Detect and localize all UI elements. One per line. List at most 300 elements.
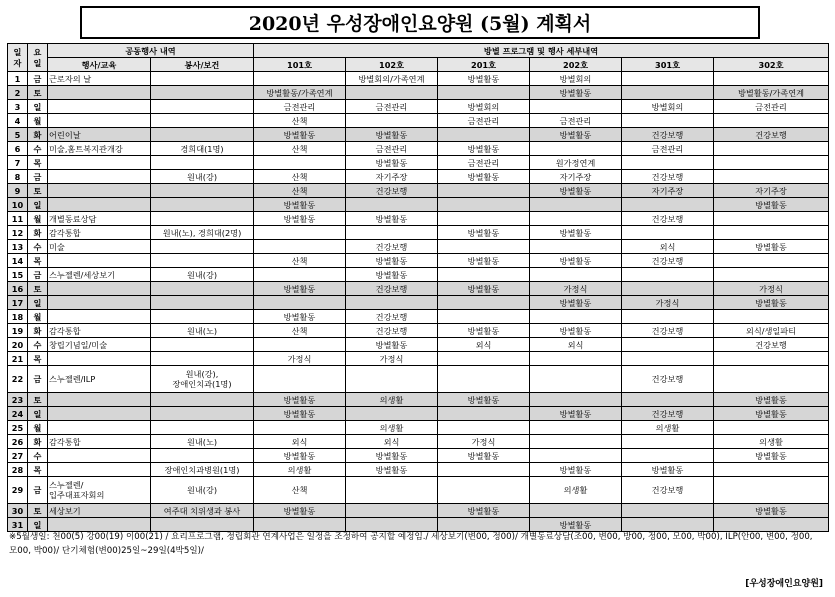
cell-room-202 (530, 198, 622, 212)
cell-room-101 (254, 338, 346, 352)
cell-room-101 (254, 296, 346, 310)
cell-date: 3 (8, 100, 28, 114)
table-row (8, 393, 829, 407)
cell-room-301: 건강보행 (622, 407, 714, 421)
header-day: 요일 (28, 44, 48, 72)
cell-room-301: 건강보행 (622, 254, 714, 268)
cell-room-301: 가정식 (622, 296, 714, 310)
cell-room-201 (438, 86, 530, 100)
cell-room-101: 금전관리 (254, 100, 346, 114)
cell-event (48, 407, 151, 421)
cell-date: 17 (8, 296, 28, 310)
cell-event: 감각통합 (48, 226, 151, 240)
cell-date: 10 (8, 198, 28, 212)
cell-room-101: 산책 (254, 114, 346, 128)
cell-service: 원내(노) (151, 324, 254, 338)
cell-day: 토 (28, 184, 48, 198)
cell-room-302: 방별활동 (714, 407, 829, 421)
cell-room-302: 금전관리 (714, 100, 829, 114)
cell-room-101 (254, 366, 346, 393)
cell-day: 화 (28, 324, 48, 338)
cell-room-302 (714, 421, 829, 435)
cell-room-101: 방별활동 (254, 198, 346, 212)
cell-room-302 (714, 254, 829, 268)
header-room-302: 302호 (714, 58, 829, 72)
cell-event (48, 296, 151, 310)
cell-room-102: 방별회의/가족연계 (346, 72, 438, 86)
cell-room-202: 원가정연계 (530, 156, 622, 170)
cell-room-101 (254, 156, 346, 170)
cell-service (151, 407, 254, 421)
cell-room-302: 가정식 (714, 282, 829, 296)
cell-room-202: 방별활동 (530, 184, 622, 198)
cell-room-302 (714, 268, 829, 282)
cell-date: 1 (8, 72, 28, 86)
cell-day: 일 (28, 296, 48, 310)
cell-day: 목 (28, 352, 48, 366)
cell-day: 일 (28, 518, 48, 532)
cell-date: 26 (8, 435, 28, 449)
cell-room-302: 방별활동 (714, 240, 829, 254)
table-row (8, 407, 829, 421)
table-header-row-2 (8, 58, 829, 72)
cell-room-201 (438, 268, 530, 282)
cell-room-102 (346, 198, 438, 212)
cell-event: 어린이날 (48, 128, 151, 142)
header-room-101: 101호 (254, 58, 346, 72)
cell-date: 19 (8, 324, 28, 338)
cell-date: 11 (8, 212, 28, 226)
cell-service (151, 100, 254, 114)
header-room-202: 202호 (530, 58, 622, 72)
cell-room-202 (530, 212, 622, 226)
cell-room-202: 방별활동 (530, 254, 622, 268)
table-row (8, 156, 829, 170)
cell-date: 27 (8, 449, 28, 463)
cell-date: 29 (8, 477, 28, 504)
cell-room-201: 방별활동 (438, 254, 530, 268)
cell-room-301: 건강보행 (622, 170, 714, 184)
cell-room-101: 산책 (254, 184, 346, 198)
cell-room-102: 방별활동 (346, 463, 438, 477)
cell-event: 스누젤렌/ 입주대표자회의 (48, 477, 151, 504)
cell-room-201 (438, 296, 530, 310)
table-row (8, 449, 829, 463)
cell-room-102: 가정식 (346, 352, 438, 366)
table-row (8, 240, 829, 254)
cell-room-201: 방별활동 (438, 324, 530, 338)
cell-room-101: 방별활동 (254, 282, 346, 296)
cell-room-202: 방별활동 (530, 518, 622, 532)
cell-event (48, 156, 151, 170)
cell-room-202 (530, 504, 622, 518)
table-header-row-1 (8, 44, 829, 58)
cell-room-301 (622, 282, 714, 296)
cell-room-201 (438, 463, 530, 477)
cell-room-301 (622, 198, 714, 212)
cell-room-201 (438, 477, 530, 504)
cell-room-302 (714, 72, 829, 86)
table-row (8, 310, 829, 324)
cell-event (48, 86, 151, 100)
organization-stamp: [우성장애인요양원] (745, 579, 823, 589)
cell-service (151, 254, 254, 268)
cell-event (48, 254, 151, 268)
cell-room-302 (714, 170, 829, 184)
cell-service (151, 240, 254, 254)
table-row (8, 142, 829, 156)
table-row (8, 268, 829, 282)
table-row (8, 184, 829, 198)
cell-room-301 (622, 435, 714, 449)
cell-service (151, 114, 254, 128)
cell-date: 25 (8, 421, 28, 435)
cell-room-301: 방별활동 (622, 463, 714, 477)
cell-date: 5 (8, 128, 28, 142)
cell-room-102: 건강보행 (346, 184, 438, 198)
cell-day: 월 (28, 212, 48, 226)
table-row (8, 100, 829, 114)
table-row (8, 282, 829, 296)
header-common-events: 공동행사 내역 (48, 44, 254, 58)
cell-room-101: 방별활동 (254, 393, 346, 407)
table-row (8, 435, 829, 449)
cell-room-302: 방별활동 (714, 449, 829, 463)
table-row (8, 352, 829, 366)
cell-room-101: 외식 (254, 435, 346, 449)
cell-date: 20 (8, 338, 28, 352)
cell-day: 화 (28, 128, 48, 142)
cell-service (151, 184, 254, 198)
cell-event (48, 352, 151, 366)
cell-date: 4 (8, 114, 28, 128)
cell-room-302: 외식/생일파티 (714, 324, 829, 338)
cell-date: 14 (8, 254, 28, 268)
cell-service (151, 393, 254, 407)
cell-room-102: 건강보행 (346, 282, 438, 296)
cell-room-301: 금전관리 (622, 142, 714, 156)
cell-room-101: 의생활 (254, 463, 346, 477)
cell-date: 23 (8, 393, 28, 407)
cell-room-301: 건강보행 (622, 212, 714, 226)
table-row (8, 114, 829, 128)
cell-service (151, 128, 254, 142)
cell-room-201 (438, 184, 530, 198)
cell-event (48, 184, 151, 198)
cell-room-202 (530, 435, 622, 449)
cell-room-301: 자기주장 (622, 184, 714, 198)
cell-service (151, 72, 254, 86)
cell-day: 토 (28, 393, 48, 407)
cell-room-201: 방별활동 (438, 170, 530, 184)
table-row (8, 254, 829, 268)
cell-room-102: 자기주장 (346, 170, 438, 184)
cell-event (48, 100, 151, 114)
cell-room-201 (438, 198, 530, 212)
cell-room-301 (622, 156, 714, 170)
cell-service (151, 449, 254, 463)
cell-room-101: 가정식 (254, 352, 346, 366)
cell-room-202 (530, 310, 622, 324)
cell-room-302: 방별활동/가족연계 (714, 86, 829, 100)
cell-service (151, 338, 254, 352)
table-row (8, 463, 829, 477)
cell-day: 금 (28, 268, 48, 282)
cell-room-102: 방별활동 (346, 212, 438, 226)
cell-event (48, 114, 151, 128)
cell-room-201: 방별회의 (438, 100, 530, 114)
cell-room-202 (530, 240, 622, 254)
cell-service: 원내(강) (151, 268, 254, 282)
cell-day: 일 (28, 100, 48, 114)
cell-room-302 (714, 212, 829, 226)
cell-service (151, 86, 254, 100)
cell-day: 금 (28, 477, 48, 504)
cell-day: 수 (28, 449, 48, 463)
cell-room-102: 방별활동 (346, 254, 438, 268)
cell-date: 15 (8, 268, 28, 282)
cell-room-201: 방별활동 (438, 72, 530, 86)
cell-service: 장애인치과병원(1명) (151, 463, 254, 477)
cell-event: 개별동료상담 (48, 212, 151, 226)
cell-room-102: 의생활 (346, 393, 438, 407)
table-row (8, 170, 829, 184)
cell-room-202: 외식 (530, 338, 622, 352)
cell-event: 감각통합 (48, 324, 151, 338)
cell-service: 경희대(1명) (151, 142, 254, 156)
cell-room-302: 건강보행 (714, 338, 829, 352)
cell-room-201: 가정식 (438, 435, 530, 449)
cell-day: 수 (28, 338, 48, 352)
cell-day: 수 (28, 142, 48, 156)
table-row (8, 366, 829, 393)
cell-service: 원내(강) (151, 477, 254, 504)
cell-date: 21 (8, 352, 28, 366)
cell-room-201: 금전관리 (438, 114, 530, 128)
cell-room-101: 산책 (254, 477, 346, 504)
cell-room-101: 방별활동 (254, 212, 346, 226)
cell-room-302 (714, 463, 829, 477)
cell-room-202 (530, 268, 622, 282)
cell-service: 원내(강) (151, 170, 254, 184)
cell-room-201 (438, 421, 530, 435)
cell-event (48, 282, 151, 296)
table-row (8, 338, 829, 352)
cell-room-301 (622, 114, 714, 128)
table-row (8, 86, 829, 100)
cell-room-302 (714, 310, 829, 324)
cell-event: 근로자의 날 (48, 72, 151, 86)
cell-service (151, 296, 254, 310)
cell-room-202: 방별활동 (530, 86, 622, 100)
cell-room-302 (714, 352, 829, 366)
cell-room-102 (346, 86, 438, 100)
cell-room-302 (714, 114, 829, 128)
table-row (8, 226, 829, 240)
cell-day: 월 (28, 114, 48, 128)
cell-room-101: 방별활동 (254, 310, 346, 324)
cell-event (48, 393, 151, 407)
cell-service (151, 156, 254, 170)
cell-room-202: 방별회의 (530, 72, 622, 86)
cell-event: 미술,홈트복지관개강 (48, 142, 151, 156)
cell-room-102 (346, 296, 438, 310)
cell-service: 원내(노) (151, 435, 254, 449)
cell-room-102 (346, 114, 438, 128)
table-row (8, 128, 829, 142)
page-title: 2020년 우성장애인요양원 (5월) 계획서 (80, 6, 760, 39)
cell-room-201: 외식 (438, 338, 530, 352)
cell-room-102: 외식 (346, 435, 438, 449)
cell-room-201: 방별활동 (438, 282, 530, 296)
cell-room-301 (622, 86, 714, 100)
cell-room-301: 건강보행 (622, 128, 714, 142)
header-event: 행사/교육 (48, 58, 151, 72)
cell-room-202: 가정식 (530, 282, 622, 296)
cell-room-102: 금전관리 (346, 100, 438, 114)
cell-room-201 (438, 352, 530, 366)
cell-date: 9 (8, 184, 28, 198)
cell-room-101 (254, 268, 346, 282)
cell-date: 13 (8, 240, 28, 254)
cell-room-101: 방별활동 (254, 128, 346, 142)
cell-room-202: 방별활동 (530, 128, 622, 142)
table-row (8, 198, 829, 212)
cell-room-101 (254, 421, 346, 435)
cell-room-102: 방별활동 (346, 449, 438, 463)
cell-date: 22 (8, 366, 28, 393)
cell-room-201 (438, 366, 530, 393)
cell-room-101 (254, 226, 346, 240)
cell-room-202: 방별활동 (530, 324, 622, 338)
cell-room-101: 산책 (254, 170, 346, 184)
cell-day: 금 (28, 170, 48, 184)
cell-room-302: 건강보행 (714, 128, 829, 142)
cell-date: 30 (8, 504, 28, 518)
cell-day: 금 (28, 72, 48, 86)
footer-note: ※5월생일: 천00(5) 강00(19) 이00(21) / 요리프로그램, 정립회관 연계사업은 일정을 조정하여 공지할 예정임./ 세상보기(변00, 정00)/ 개별동료상담(조00, 변00, 방00, 정00, 모00, 박00), ILP(안00, 변00, 정00, 모00, 박00)/ 단기체험(변00)25일~29일(4박5일)/ (9, 532, 813, 556)
cell-room-201 (438, 310, 530, 324)
cell-room-302: 방별활동 (714, 393, 829, 407)
cell-room-102 (346, 226, 438, 240)
cell-date: 31 (8, 518, 28, 532)
cell-date: 12 (8, 226, 28, 240)
cell-room-202 (530, 352, 622, 366)
cell-room-201 (438, 128, 530, 142)
cell-room-301: 건강보행 (622, 324, 714, 338)
cell-date: 8 (8, 170, 28, 184)
cell-day: 목 (28, 156, 48, 170)
cell-room-301 (622, 352, 714, 366)
cell-room-301 (622, 226, 714, 240)
cell-day: 토 (28, 282, 48, 296)
cell-room-201 (438, 212, 530, 226)
cell-room-202 (530, 100, 622, 114)
cell-date: 6 (8, 142, 28, 156)
cell-room-201: 방별활동 (438, 504, 530, 518)
cell-room-202 (530, 449, 622, 463)
cell-room-101: 방별활동 (254, 407, 346, 421)
cell-date: 18 (8, 310, 28, 324)
cell-event: 창립기념일/미술 (48, 338, 151, 352)
cell-room-302 (714, 142, 829, 156)
cell-room-101 (254, 72, 346, 86)
cell-event: 미술 (48, 240, 151, 254)
cell-room-302: 방별활동 (714, 198, 829, 212)
cell-room-301 (622, 504, 714, 518)
cell-room-102: 방별활동 (346, 268, 438, 282)
cell-room-101 (254, 240, 346, 254)
cell-room-201: 방별활동 (438, 142, 530, 156)
cell-room-202: 자기주장 (530, 170, 622, 184)
cell-room-101: 방별활동 (254, 449, 346, 463)
cell-room-101: 산책 (254, 142, 346, 156)
cell-room-301 (622, 338, 714, 352)
cell-day: 일 (28, 198, 48, 212)
header-service: 봉사/보건 (151, 58, 254, 72)
cell-service (151, 421, 254, 435)
cell-service (151, 282, 254, 296)
cell-date: 7 (8, 156, 28, 170)
cell-date: 24 (8, 407, 28, 421)
cell-room-302 (714, 366, 829, 393)
header-unit-programs: 방별 프로그램 및 행사 세부내역 (254, 44, 829, 58)
cell-event: 감각통합 (48, 435, 151, 449)
cell-day: 금 (28, 366, 48, 393)
table-row (8, 296, 829, 310)
cell-room-202: 금전관리 (530, 114, 622, 128)
cell-event (48, 170, 151, 184)
cell-room-301: 방별회의 (622, 100, 714, 114)
cell-room-102: 금전관리 (346, 142, 438, 156)
cell-event (48, 463, 151, 477)
table-row (8, 324, 829, 338)
cell-event: 세상보기 (48, 504, 151, 518)
cell-day: 수 (28, 240, 48, 254)
cell-room-102: 건강보행 (346, 324, 438, 338)
cell-service (151, 310, 254, 324)
cell-room-302: 의생활 (714, 435, 829, 449)
cell-room-102: 의생활 (346, 421, 438, 435)
cell-room-302: 자기주장 (714, 184, 829, 198)
cell-day: 화 (28, 435, 48, 449)
cell-room-301 (622, 268, 714, 282)
cell-room-301 (622, 310, 714, 324)
cell-room-302 (714, 477, 829, 504)
cell-event (48, 310, 151, 324)
cell-room-202: 방별활동 (530, 407, 622, 421)
header-room-301: 301호 (622, 58, 714, 72)
table-row (8, 421, 829, 435)
cell-day: 목 (28, 254, 48, 268)
table-row (8, 477, 829, 504)
cell-day: 월 (28, 421, 48, 435)
cell-room-201: 금전관리 (438, 156, 530, 170)
cell-room-102: 건강보행 (346, 310, 438, 324)
cell-day: 화 (28, 226, 48, 240)
cell-room-301 (622, 449, 714, 463)
cell-service: 원내(강), 장애인치과(1명) (151, 366, 254, 393)
cell-room-301: 외식 (622, 240, 714, 254)
cell-service (151, 212, 254, 226)
cell-date: 28 (8, 463, 28, 477)
cell-room-101: 방별활동 (254, 504, 346, 518)
cell-event: 스누젤렌/세상보기 (48, 268, 151, 282)
cell-room-102: 방별활동 (346, 128, 438, 142)
table-row (8, 212, 829, 226)
cell-room-101: 산책 (254, 254, 346, 268)
header-room-201: 201호 (438, 58, 530, 72)
